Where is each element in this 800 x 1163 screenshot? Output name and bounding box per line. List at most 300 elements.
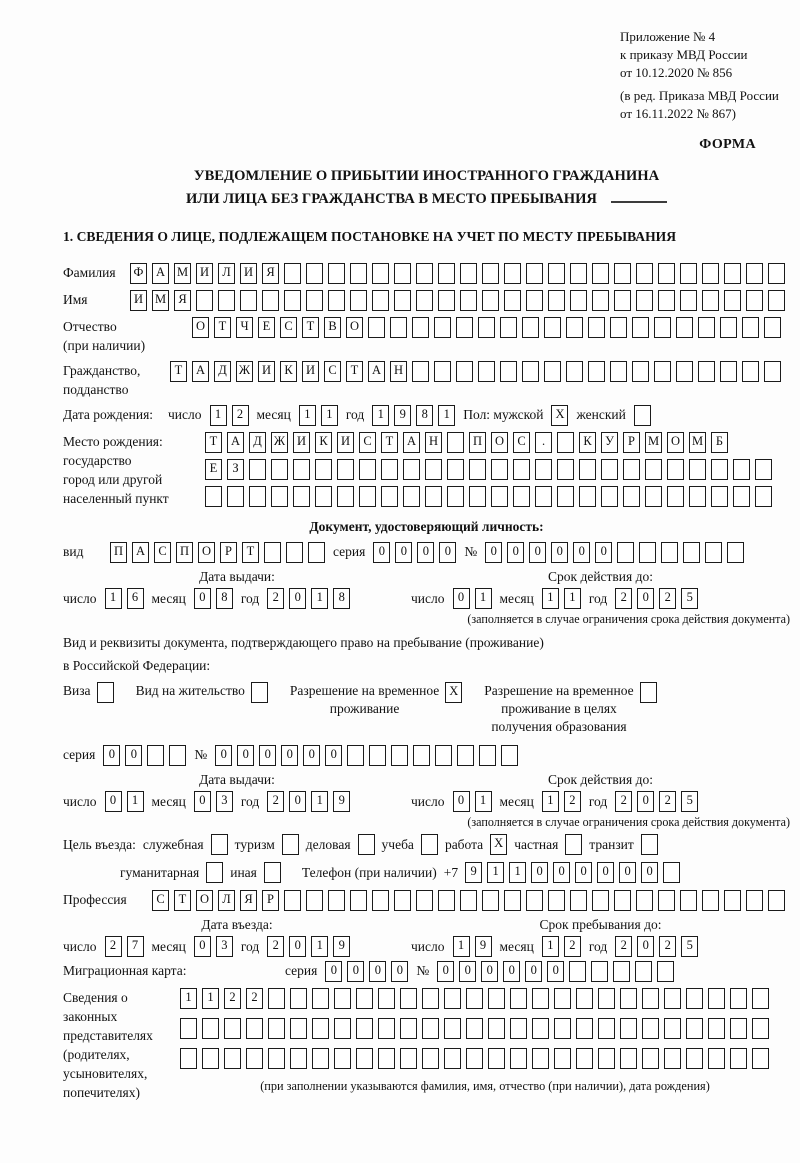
residence-number-cells[interactable] [215,745,518,766]
char-cell[interactable]: Д [214,361,231,382]
char-cell[interactable] [576,988,593,1009]
char-cell[interactable]: 0 [637,588,654,609]
char-cell[interactable] [147,745,164,766]
char-cell[interactable]: 0 [103,745,120,766]
char-cell[interactable] [488,1018,505,1039]
char-cell[interactable]: 9 [333,791,350,812]
char-cell[interactable] [413,745,430,766]
char-cell[interactable] [394,290,411,311]
char-cell[interactable]: О [192,317,209,338]
char-cell[interactable] [642,1018,659,1039]
char-cell[interactable] [416,263,433,284]
purpose-business-checkbox[interactable] [358,834,375,855]
char-cell[interactable] [526,290,543,311]
char-cell[interactable] [711,459,728,480]
char-cell[interactable] [306,263,323,284]
char-cell[interactable]: Я [240,890,257,911]
char-cell[interactable]: С [154,542,171,563]
char-cell[interactable]: А [152,263,169,284]
char-cell[interactable] [705,542,722,563]
char-cell[interactable] [614,290,631,311]
residence-permit-checkbox[interactable] [251,682,268,703]
char-cell[interactable] [664,1018,681,1039]
char-cell[interactable] [378,1048,395,1069]
char-cell[interactable] [746,263,763,284]
char-cell[interactable]: 1 [509,862,526,883]
char-cell[interactable]: 2 [267,588,284,609]
char-cell[interactable] [400,1048,417,1069]
char-cell[interactable]: 1 [372,405,389,426]
char-cell[interactable]: М [152,290,169,311]
char-cell[interactable] [249,486,266,507]
char-cell[interactable] [510,1048,527,1069]
char-cell[interactable] [680,890,697,911]
char-cell[interactable] [293,486,310,507]
char-cell[interactable] [466,1018,483,1039]
char-cell[interactable] [513,486,530,507]
char-cell[interactable] [639,542,656,563]
char-cell[interactable]: 0 [459,961,476,982]
char-cell[interactable]: 0 [595,542,612,563]
char-cell[interactable] [654,361,671,382]
representatives-row-2[interactable] [180,1018,790,1039]
char-cell[interactable] [284,263,301,284]
char-cell[interactable] [724,263,741,284]
char-cell[interactable] [566,317,583,338]
char-cell[interactable] [742,317,759,338]
char-cell[interactable] [634,405,651,426]
residence-series-cells[interactable] [103,745,186,766]
char-cell[interactable] [337,486,354,507]
char-cell[interactable] [689,459,706,480]
char-cell[interactable] [286,542,303,563]
char-cell[interactable]: 2 [659,791,676,812]
char-cell[interactable] [620,988,637,1009]
doc-issue-year-cells[interactable] [267,588,350,609]
char-cell[interactable] [224,1018,241,1039]
char-cell[interactable] [592,890,609,911]
char-cell[interactable]: И [337,432,354,453]
char-cell[interactable] [456,361,473,382]
char-cell[interactable] [727,542,744,563]
char-cell[interactable]: Л [218,263,235,284]
char-cell[interactable] [663,862,680,883]
char-cell[interactable] [479,745,496,766]
char-cell[interactable] [328,263,345,284]
char-cell[interactable] [180,1048,197,1069]
visa-checkbox[interactable] [97,682,114,703]
char-cell[interactable] [579,459,596,480]
char-cell[interactable]: Т [205,432,222,453]
char-cell[interactable] [764,361,781,382]
char-cell[interactable]: 2 [615,588,632,609]
char-cell[interactable] [664,1048,681,1069]
char-cell[interactable] [702,263,719,284]
char-cell[interactable] [686,988,703,1009]
char-cell[interactable] [592,290,609,311]
char-cell[interactable] [202,1048,219,1069]
char-cell[interactable]: Д [249,432,266,453]
char-cell[interactable] [566,361,583,382]
char-cell[interactable]: . [535,432,552,453]
char-cell[interactable] [416,290,433,311]
char-cell[interactable] [768,263,785,284]
char-cell[interactable]: 0 [531,862,548,883]
birth-day-cells[interactable] [210,405,249,426]
char-cell[interactable]: 0 [553,862,570,883]
char-cell[interactable]: X [551,405,568,426]
char-cell[interactable] [532,1018,549,1039]
char-cell[interactable] [460,263,477,284]
char-cell[interactable]: Е [205,459,222,480]
char-cell[interactable]: 8 [333,588,350,609]
char-cell[interactable] [554,988,571,1009]
char-cell[interactable] [576,1048,593,1069]
char-cell[interactable] [720,317,737,338]
char-cell[interactable] [636,890,653,911]
char-cell[interactable]: 0 [637,936,654,957]
char-cell[interactable] [390,317,407,338]
char-cell[interactable]: И [196,263,213,284]
char-cell[interactable]: 0 [437,961,454,982]
char-cell[interactable] [268,988,285,1009]
char-cell[interactable] [315,459,332,480]
char-cell[interactable] [764,317,781,338]
char-cell[interactable]: 2 [564,936,581,957]
char-cell[interactable]: Б [711,432,728,453]
entry-year-cells[interactable] [267,936,350,957]
char-cell[interactable]: 0 [194,588,211,609]
char-cell[interactable] [372,263,389,284]
char-cell[interactable] [617,542,634,563]
char-cell[interactable] [328,290,345,311]
char-cell[interactable] [544,317,561,338]
birth-month-cells[interactable] [299,405,338,426]
char-cell[interactable]: С [280,317,297,338]
char-cell[interactable]: П [469,432,486,453]
representatives-row-1[interactable] [180,988,790,1009]
char-cell[interactable]: 0 [547,961,564,982]
char-cell[interactable] [169,745,186,766]
doc-type-cells[interactable] [110,542,325,563]
char-cell[interactable] [482,890,499,911]
char-cell[interactable] [438,263,455,284]
char-cell[interactable] [438,290,455,311]
birth-place-row-3[interactable] [205,486,772,507]
char-cell[interactable] [372,290,389,311]
char-cell[interactable] [686,1048,703,1069]
char-cell[interactable]: 1 [475,791,492,812]
char-cell[interactable]: 1 [542,936,559,957]
char-cell[interactable] [308,542,325,563]
char-cell[interactable]: 2 [105,936,122,957]
char-cell[interactable] [658,890,675,911]
char-cell[interactable]: 7 [127,936,144,957]
char-cell[interactable]: 1 [487,862,504,883]
char-cell[interactable] [460,290,477,311]
char-cell[interactable] [730,988,747,1009]
char-cell[interactable] [447,459,464,480]
char-cell[interactable] [400,1018,417,1039]
char-cell[interactable] [334,988,351,1009]
char-cell[interactable] [667,459,684,480]
char-cell[interactable] [378,1018,395,1039]
char-cell[interactable]: 2 [615,791,632,812]
char-cell[interactable] [400,988,417,1009]
char-cell[interactable]: А [403,432,420,453]
char-cell[interactable] [680,263,697,284]
sex-female-checkbox[interactable] [634,405,651,426]
char-cell[interactable] [676,361,693,382]
char-cell[interactable] [501,745,518,766]
char-cell[interactable] [570,263,587,284]
char-cell[interactable] [444,1048,461,1069]
char-cell[interactable] [614,263,631,284]
char-cell[interactable] [282,834,299,855]
residence-issue-year-cells[interactable] [267,791,350,812]
char-cell[interactable]: П [110,542,127,563]
char-cell[interactable]: 9 [394,405,411,426]
char-cell[interactable] [708,988,725,1009]
char-cell[interactable]: 0 [503,961,520,982]
purpose-private-checkbox[interactable] [565,834,582,855]
char-cell[interactable]: 0 [125,745,142,766]
char-cell[interactable]: 0 [551,542,568,563]
doc-issue-month-cells[interactable] [194,588,233,609]
char-cell[interactable]: X [490,834,507,855]
char-cell[interactable]: М [174,263,191,284]
purpose-transit-checkbox[interactable] [641,834,658,855]
char-cell[interactable] [356,988,373,1009]
char-cell[interactable]: М [689,432,706,453]
char-cell[interactable]: 1 [180,988,197,1009]
char-cell[interactable] [444,988,461,1009]
char-cell[interactable]: А [192,361,209,382]
char-cell[interactable]: 9 [465,862,482,883]
char-cell[interactable] [598,1018,615,1039]
migration-number-cells[interactable] [437,961,674,982]
char-cell[interactable]: 0 [237,745,254,766]
profession-cells[interactable] [152,890,785,911]
char-cell[interactable]: 1 [311,791,328,812]
char-cell[interactable]: Ф [130,263,147,284]
char-cell[interactable] [359,486,376,507]
char-cell[interactable] [554,1018,571,1039]
char-cell[interactable] [293,459,310,480]
char-cell[interactable] [642,1048,659,1069]
char-cell[interactable] [264,862,281,883]
doc-number-cells[interactable] [485,542,744,563]
char-cell[interactable]: Р [220,542,237,563]
char-cell[interactable] [350,263,367,284]
char-cell[interactable] [425,486,442,507]
birth-year-cells[interactable] [372,405,455,426]
purpose-official-checkbox[interactable] [211,834,228,855]
char-cell[interactable]: 0 [453,791,470,812]
surname-cells[interactable] [130,263,785,284]
char-cell[interactable] [623,486,640,507]
char-cell[interactable] [510,1018,527,1039]
char-cell[interactable]: 2 [246,988,263,1009]
char-cell[interactable] [613,961,630,982]
char-cell[interactable] [334,1018,351,1039]
char-cell[interactable] [548,290,565,311]
sex-male-checkbox[interactable] [551,405,568,426]
doc-series-cells[interactable] [373,542,456,563]
char-cell[interactable] [488,1048,505,1069]
char-cell[interactable]: 0 [641,862,658,883]
char-cell[interactable] [466,988,483,1009]
char-cell[interactable]: 0 [619,862,636,883]
char-cell[interactable] [306,290,323,311]
char-cell[interactable]: 0 [369,961,386,982]
char-cell[interactable] [711,486,728,507]
char-cell[interactable] [271,459,288,480]
purpose-other-checkbox[interactable] [264,862,281,883]
char-cell[interactable]: И [293,432,310,453]
char-cell[interactable] [482,263,499,284]
char-cell[interactable] [557,486,574,507]
char-cell[interactable] [438,890,455,911]
char-cell[interactable] [570,290,587,311]
char-cell[interactable] [381,459,398,480]
char-cell[interactable] [284,290,301,311]
char-cell[interactable] [500,317,517,338]
purpose-study-checkbox[interactable] [421,834,438,855]
char-cell[interactable]: 1 [210,405,227,426]
char-cell[interactable]: С [324,361,341,382]
char-cell[interactable] [513,459,530,480]
char-cell[interactable]: 1 [105,588,122,609]
char-cell[interactable]: 0 [194,936,211,957]
char-cell[interactable]: 1 [438,405,455,426]
purpose-tourism-checkbox[interactable] [282,834,299,855]
purpose-humanitarian-checkbox[interactable] [206,862,223,883]
char-cell[interactable] [730,1018,747,1039]
doc-valid-year-cells[interactable] [615,588,698,609]
char-cell[interactable] [733,486,750,507]
entry-day-cells[interactable] [105,936,144,957]
char-cell[interactable]: 8 [416,405,433,426]
char-cell[interactable] [202,1018,219,1039]
char-cell[interactable] [478,317,495,338]
char-cell[interactable] [755,486,772,507]
char-cell[interactable]: П [176,542,193,563]
char-cell[interactable] [425,459,442,480]
char-cell[interactable] [720,361,737,382]
char-cell[interactable] [412,361,429,382]
char-cell[interactable]: Л [218,890,235,911]
char-cell[interactable] [350,290,367,311]
char-cell[interactable]: 0 [347,961,364,982]
char-cell[interactable] [544,361,561,382]
char-cell[interactable] [394,263,411,284]
char-cell[interactable]: 9 [475,936,492,957]
birth-place-row-1[interactable] [205,432,772,453]
char-cell[interactable] [601,459,618,480]
char-cell[interactable] [306,890,323,911]
char-cell[interactable]: 2 [232,405,249,426]
char-cell[interactable] [557,459,574,480]
char-cell[interactable]: С [152,890,169,911]
char-cell[interactable] [658,263,675,284]
char-cell[interactable]: Т [170,361,187,382]
char-cell[interactable] [500,361,517,382]
char-cell[interactable] [422,988,439,1009]
char-cell[interactable] [667,486,684,507]
char-cell[interactable] [698,317,715,338]
char-cell[interactable]: И [240,263,257,284]
char-cell[interactable] [504,890,521,911]
char-cell[interactable]: Т [242,542,259,563]
char-cell[interactable]: С [513,432,530,453]
char-cell[interactable] [554,1048,571,1069]
char-cell[interactable] [636,263,653,284]
char-cell[interactable] [435,745,452,766]
char-cell[interactable]: О [198,542,215,563]
char-cell[interactable]: 0 [289,936,306,957]
char-cell[interactable] [724,890,741,911]
char-cell[interactable]: 2 [659,936,676,957]
temp-residence-edu-checkbox[interactable] [640,682,657,703]
char-cell[interactable] [264,542,281,563]
char-cell[interactable]: 0 [575,862,592,883]
char-cell[interactable] [466,1048,483,1069]
char-cell[interactable]: 0 [395,542,412,563]
char-cell[interactable] [702,890,719,911]
stay-month-cells[interactable] [542,936,581,957]
char-cell[interactable] [708,1048,725,1069]
char-cell[interactable] [654,317,671,338]
char-cell[interactable]: Ж [271,432,288,453]
char-cell[interactable]: X [445,682,462,703]
char-cell[interactable] [460,890,477,911]
char-cell[interactable] [218,290,235,311]
char-cell[interactable] [491,459,508,480]
phone-cells[interactable] [465,862,680,883]
entry-month-cells[interactable] [194,936,233,957]
char-cell[interactable]: 2 [659,588,676,609]
char-cell[interactable] [412,317,429,338]
char-cell[interactable] [249,459,266,480]
char-cell[interactable] [733,459,750,480]
char-cell[interactable] [657,961,674,982]
migration-series-cells[interactable] [325,961,408,982]
char-cell[interactable] [526,890,543,911]
char-cell[interactable] [641,834,658,855]
char-cell[interactable] [246,1048,263,1069]
char-cell[interactable] [358,834,375,855]
char-cell[interactable] [290,1048,307,1069]
char-cell[interactable]: Я [174,290,191,311]
char-cell[interactable]: 1 [311,936,328,957]
char-cell[interactable]: 1 [202,988,219,1009]
char-cell[interactable] [334,1048,351,1069]
char-cell[interactable] [535,459,552,480]
char-cell[interactable] [661,542,678,563]
char-cell[interactable] [262,290,279,311]
char-cell[interactable] [251,682,268,703]
char-cell[interactable] [576,1018,593,1039]
char-cell[interactable]: С [359,432,376,453]
char-cell[interactable]: 0 [485,542,502,563]
char-cell[interactable]: 9 [333,936,350,957]
char-cell[interactable] [391,745,408,766]
char-cell[interactable]: 5 [681,791,698,812]
char-cell[interactable]: 0 [481,961,498,982]
char-cell[interactable] [632,317,649,338]
char-cell[interactable]: О [346,317,363,338]
